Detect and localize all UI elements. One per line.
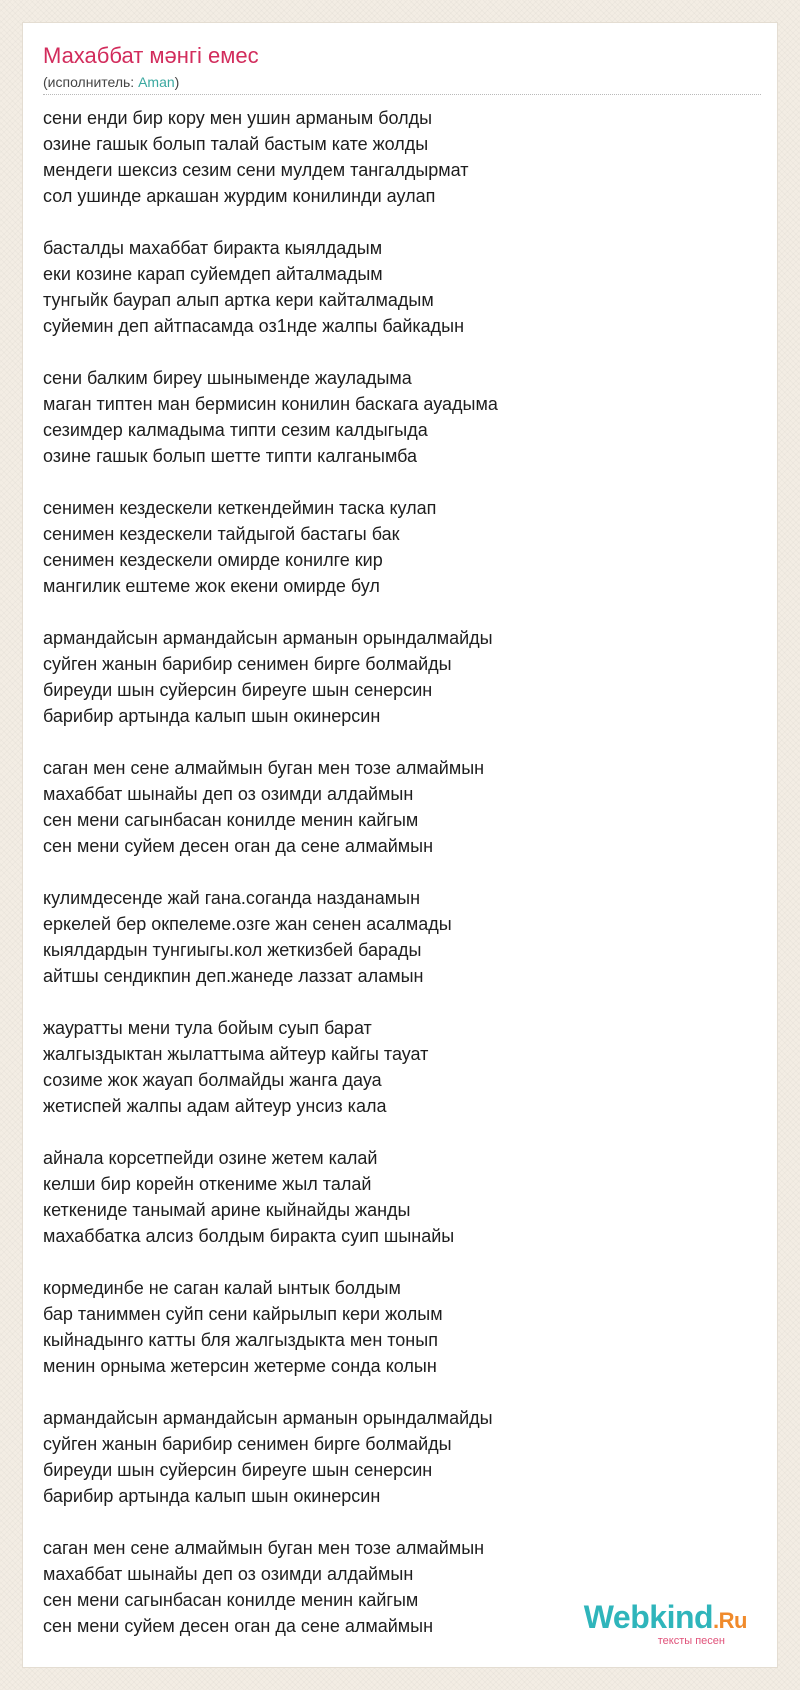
lyrics-card xyxy=(22,22,778,1668)
lyric-line: айтшы сендикпин деп.жанеде лаззат аламын xyxy=(43,966,424,986)
lyrics-stanza xyxy=(43,885,753,989)
lyrics-stanza xyxy=(43,1015,753,1119)
lyric-line: еркелей бер окпелеме.озге жан сенен асалмады xyxy=(43,914,452,934)
lyric-line: жетиспей жалпы адам айтеур унсиз кала xyxy=(43,1096,387,1116)
artist-link[interactable]: Aman xyxy=(138,74,175,90)
artist-prefix: (исполнитель: xyxy=(43,74,139,90)
lyric-line: сенимен кездескели кеткендеймин таска кулап xyxy=(43,498,437,518)
lyric-line: барибир артында калып шын окинерсин xyxy=(43,706,381,726)
lyrics-stanza xyxy=(43,1275,753,1379)
lyric-line: бар таниммен суйп сени кайрылып кери жолым xyxy=(43,1304,443,1324)
song-title: Махаббат мәнгі емес xyxy=(43,43,259,68)
lyric-line: озине гашык болып шетте типти калганымба xyxy=(43,446,418,466)
lyric-line: озине гашык болып талай бастым кате жолды xyxy=(43,134,429,154)
lyric-line: махаббат шынайы деп оз озимди алдаймын xyxy=(43,784,414,804)
logo-wordmark xyxy=(584,1600,747,1638)
lyric-line: кулимдесенде жай гана.соганда назданамын xyxy=(43,888,421,908)
lyric-line: сени балким биреу шыныменде жауладыма xyxy=(43,368,412,388)
lyric-line: сенимен кездескели тайдыгой бастагы бак xyxy=(43,524,400,544)
logo-tld: .Ru xyxy=(713,1608,747,1633)
lyrics-stanza xyxy=(43,105,753,209)
lyric-line: сен мени сагынбасан конилде менин кайгым xyxy=(43,1590,419,1610)
lyric-line: басталды махаббат биракта кыялдадым xyxy=(43,238,383,258)
lyrics-stanza xyxy=(43,625,753,729)
lyric-line: сени енди бир кору мен ушин арманым болды xyxy=(43,108,433,128)
title-divider xyxy=(43,94,761,95)
lyric-line: кеткениде танымай арине кыйнайды жанды xyxy=(43,1200,411,1220)
lyric-line: сен мени суйем десен оган да сене алмаймын xyxy=(43,1616,434,1636)
lyric-line: суйемин деп айтпасамда оз1нде жалпы байкадын xyxy=(43,316,465,336)
lyric-line: кыялдардын тунгиыгы.кол жеткизбей барады xyxy=(43,940,422,960)
lyric-line: айнала корсетпейди озине жетем калай xyxy=(43,1148,378,1168)
lyrics-stanza xyxy=(43,755,753,859)
lyric-line: саган мен сене алмаймын буган мен тозе алмаймын xyxy=(43,758,485,778)
artist-line xyxy=(43,73,179,91)
lyric-line: мендеги шексиз сезим сени мулдем тангалдырмат xyxy=(43,160,469,180)
lyric-line: биреуди шын суйерсин биреуге шын сенерсин xyxy=(43,680,433,700)
lyric-line: барибир артында калып шын окинерсин xyxy=(43,1486,381,1506)
logo-main-text: Webkind xyxy=(583,1599,714,1635)
lyric-line: суйген жанын барибир сенимен бирге болмайды xyxy=(43,654,452,674)
lyric-line: армандайсын армандайсын арманын орындалмайды xyxy=(43,628,493,648)
webkind-logo[interactable] xyxy=(584,1600,747,1647)
lyric-line: мангилик ештеме жок екени омирде бул xyxy=(43,576,380,596)
lyric-line: саган мен сене алмаймын буган мен тозе алмаймын xyxy=(43,1538,485,1558)
lyrics-stanza xyxy=(43,1405,753,1509)
lyric-line: биреуди шын суйерсин биреуге шын сенерсин xyxy=(43,1460,433,1480)
lyric-line: жауратты мени тула бойым суып барат xyxy=(43,1018,372,1038)
lyric-line: сенимен кездескели омирде конилге кир xyxy=(43,550,383,570)
lyric-line: сол ушинде аркашан журдим конилинди аулап xyxy=(43,186,436,206)
artist-suffix: ) xyxy=(174,74,180,90)
lyric-line: келши бир корейн откениме жыл талай xyxy=(43,1174,372,1194)
lyric-line: менин орныма жетерсин жетерме сонда колын xyxy=(43,1356,437,1376)
lyric-line: кормединбе не саган калай ынтык болдым xyxy=(43,1278,401,1298)
lyric-line: жалгыздыктан жылаттыма айтеур кайгы тауат xyxy=(43,1044,429,1064)
lyric-line: сезимдер калмадыма типти сезим калдыгыда xyxy=(43,420,428,440)
lyrics-stanza xyxy=(43,235,753,339)
lyrics-stanza xyxy=(43,1145,753,1249)
lyric-line: сен мени суйем десен оган да сене алмаймын xyxy=(43,836,434,856)
lyric-line: махаббатка алсиз болдым биракта суип шынайы xyxy=(43,1226,455,1246)
lyrics-body xyxy=(43,105,753,1665)
lyric-line: махаббат шынайы деп оз озимди алдаймын xyxy=(43,1564,414,1584)
lyrics-stanza xyxy=(43,495,753,599)
logo-subtitle: тексты песен xyxy=(657,1635,725,1647)
lyric-line: армандайсын армандайсын арманын орындалмайды xyxy=(43,1408,493,1428)
lyric-line: сен мени сагынбасан конилде менин кайгым xyxy=(43,810,419,830)
lyric-line: созиме жок жауап болмайды жанга дауа xyxy=(43,1070,382,1090)
lyric-line: кыйнадынго катты бля жалгыздыкта мен тонып xyxy=(43,1330,438,1350)
lyrics-stanza xyxy=(43,365,753,469)
lyric-line: маган типтен ман бермисин конилин баскага ауадыма xyxy=(43,394,498,414)
lyric-line: еки козине карап суйемдеп айталмадым xyxy=(43,264,383,284)
lyric-line: суйген жанын барибир сенимен бирге болмайды xyxy=(43,1434,452,1454)
lyric-line: тунгыйк баурап алып артка кери кайталмадым xyxy=(43,290,434,310)
